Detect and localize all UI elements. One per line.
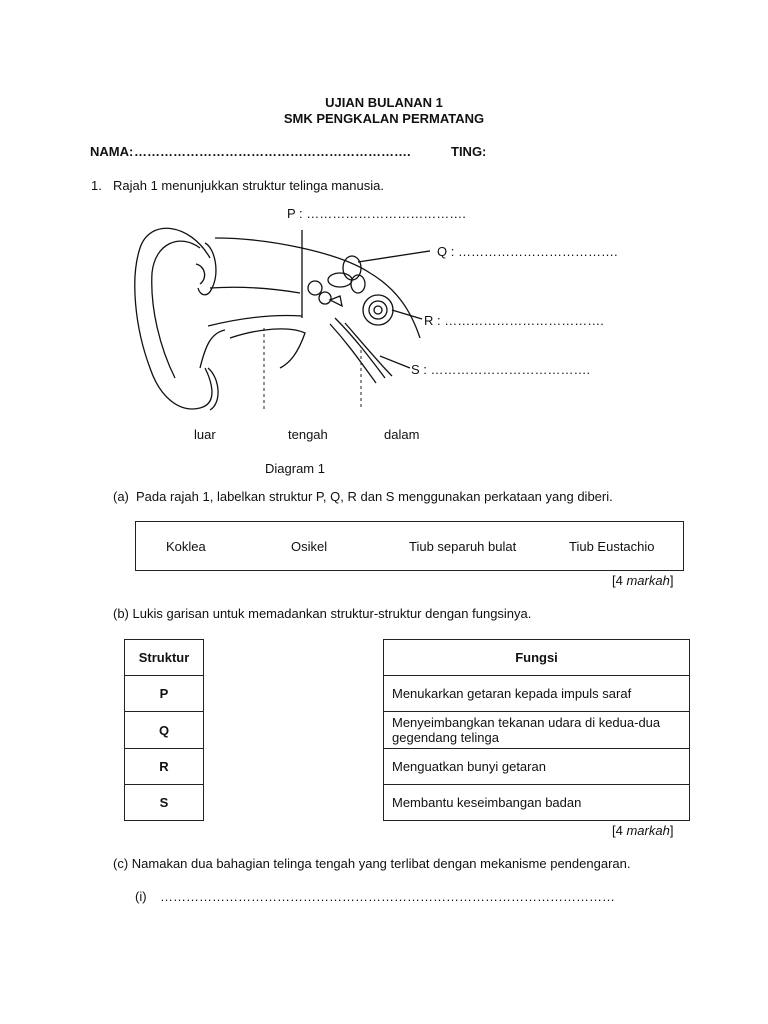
part-a-marker: (a): [113, 489, 129, 504]
word-bank-item: Tiub Eustachio: [569, 539, 655, 554]
zone-inner-label: dalam: [384, 427, 420, 442]
word-bank-item: Tiub separuh bulat: [409, 539, 517, 554]
part-a-marks: [4 markah]: [612, 573, 674, 588]
structure-table: [124, 639, 204, 821]
function-cell: Menukarkan getaran kepada impuls saraf: [384, 676, 690, 712]
label-p: P : ……………………………….: [287, 206, 466, 221]
question-number: 1.: [91, 178, 102, 193]
class-label: TING:: [451, 144, 487, 159]
function-cell: Membantu keseimbangan badan: [384, 785, 690, 821]
function-table: [383, 639, 690, 821]
part-c-text: (c) Namakan dua bahagian telinga tengah yang terlibat dengan mekanisme pendengaran.: [113, 856, 631, 871]
word-bank-item: Osikel: [291, 539, 328, 554]
name-dots: ……………………………………………………….: [134, 144, 411, 159]
structure-cell: S: [125, 785, 204, 821]
answer-line-i: ……………………………………………………………………………………………: [160, 889, 615, 904]
function-header: Fungsi: [384, 640, 690, 676]
semicircular-canal-1: [343, 256, 361, 280]
part-c-item-i: (i): [135, 889, 147, 904]
ear-diagram: [130, 218, 430, 418]
zone-middle-label: tengah: [288, 427, 328, 442]
cochlea-inner: [369, 301, 387, 319]
ear-canal-top: [210, 287, 300, 293]
label-r: R : ……………………………….: [424, 313, 604, 328]
eustachian-tube-upper: [335, 318, 385, 378]
word-bank: [135, 521, 684, 571]
exam-title: UJIAN BULANAN 1: [325, 95, 443, 110]
zone-outer-label: luar: [194, 427, 216, 442]
part-a-text: Pada rajah 1, labelkan struktur P, Q, R dan S menggunakan perkataan yang diberi.: [136, 489, 613, 504]
structure-header: Struktur: [125, 640, 204, 676]
part-b-text: (b) Lukis garisan untuk memadankan struktur-struktur dengan fungsinya.: [113, 606, 532, 621]
word-bank-item: Koklea: [166, 539, 206, 554]
leader-line-r: [392, 310, 422, 319]
earlobe: [208, 368, 218, 410]
name-label: NAMA:: [90, 144, 134, 159]
structure-cell: Q: [125, 712, 204, 749]
diagram-caption: Diagram 1: [265, 461, 325, 476]
label-q: Q : ……………………………….: [437, 244, 618, 259]
ossicle-malleus: [308, 281, 322, 295]
question-text: Rajah 1 menunjukkan struktur telinga manusia.: [113, 178, 384, 193]
pinna-inner-fold: [152, 241, 200, 378]
leader-line-q: [358, 250, 430, 262]
school-name: SMK PENGKALAN PERMATANG: [283, 111, 485, 126]
ear-canal-bottom: [208, 315, 302, 326]
function-cell: Menguatkan bunyi getaran: [384, 749, 690, 785]
leader-line-s: [380, 356, 410, 368]
ossicle-incus: [319, 292, 331, 304]
pinna-outline: [135, 228, 212, 409]
cochlea-outer: [363, 295, 393, 325]
label-s: S : ……………………………….: [411, 362, 591, 377]
structure-cell: P: [125, 676, 204, 712]
ossicle-stapes: [330, 296, 342, 306]
function-cell: Menyeimbangkan tekanan udara di kedua-dua gegendang telinga: [384, 712, 690, 749]
part-b-marks: [4 markah]: [612, 823, 674, 838]
structure-cell: R: [125, 749, 204, 785]
semicircular-canal-2: [328, 273, 352, 287]
